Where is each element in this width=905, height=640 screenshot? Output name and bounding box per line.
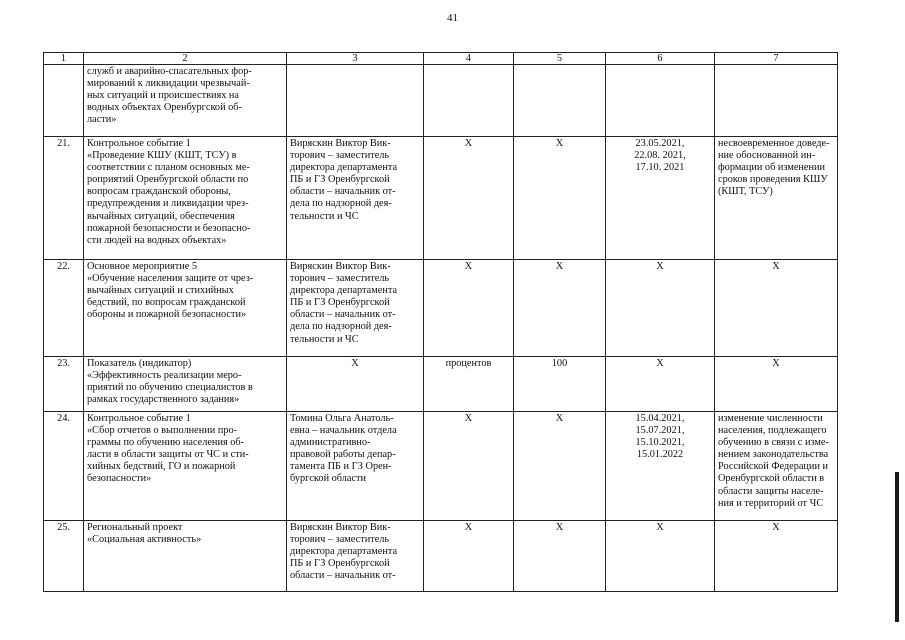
header-cell: 3 <box>287 53 424 65</box>
header-cell: 2 <box>84 53 287 65</box>
cell-risk <box>715 65 838 137</box>
row-number: 24. <box>44 412 84 521</box>
page-number: 41 <box>447 12 458 24</box>
header-cell: 7 <box>715 53 838 65</box>
cell-col4 <box>424 65 514 137</box>
header-cell: 6 <box>606 53 715 65</box>
responsible-person: X <box>287 357 424 412</box>
header-cell: 4 <box>424 53 514 65</box>
measure-description: служб и аварийно-спасательных фор- мирований к ликвидации чрезвычай- ных ситуаций и происшествиях на водных объектах Оренбургской об- ласти» <box>84 65 287 137</box>
cell-unit: процентов <box>424 357 514 412</box>
row-number: 23. <box>44 357 84 412</box>
header-cell: 5 <box>514 53 606 65</box>
cell-col5: X <box>514 137 606 260</box>
responsible-person: Виряскин Виктор Вик- торович – заместитель директора департамента ПБ и ГЗ Оренбургской области – начальник от- <box>287 521 424 592</box>
cell-risk: X <box>715 521 838 592</box>
measure-description: Показатель (индикатор) «Эффективность реализации меро- приятий по обучению специалистов в рамках государственного задания» <box>84 357 287 412</box>
cell-dates: X <box>606 357 715 412</box>
cell-col5: X <box>514 260 606 357</box>
cell-dates: 23.05.2021, 22.08. 2021, 17.10. 2021 <box>606 137 715 260</box>
responsible-person: Виряскин Виктор Вик- торович – заместитель директора департамента ПБ и ГЗ Оренбургской области – начальник от- дела по надзорной дея- тельности и ЧС <box>287 260 424 357</box>
table-row <box>44 521 838 592</box>
cell-col5 <box>514 65 606 137</box>
cell-risk: X <box>715 357 838 412</box>
measure-description: Основное мероприятие 5 «Обучение населения защите от чрез- вычайных ситуаций и стихийных бедствий, по вопросам гражданской обороны и пожарной безопасности» <box>84 260 287 357</box>
row-number: 21. <box>44 137 84 260</box>
cell-risk: несвоевременное доведе- ние обоснованной ин- формации об изменении сроков проведения КШУ (КШТ, ТСУ) <box>715 137 838 260</box>
responsible-person: Томина Ольга Анатоль- евна – начальник отдела административно- правовой работы депар- тамента ПБ и ГЗ Орен- бургской области <box>287 412 424 521</box>
cell-col4: X <box>424 412 514 521</box>
responsible-person: Виряскин Виктор Вик- торович – заместитель директора департамента ПБ и ГЗ Оренбургской области – начальник от- дела по надзорной дея- тельности и ЧС <box>287 137 424 260</box>
table-row <box>44 65 838 137</box>
responsible-person <box>287 65 424 137</box>
table-row <box>44 260 838 357</box>
measure-description: Контрольное событие 1 «Сбор отчетов о выполнении про- граммы по обучению населения об- ласти в области защиты от ЧС и сти- хийных бедствий, ГО и пожарной безопасности» <box>84 412 287 521</box>
cell-col5: X <box>514 521 606 592</box>
measure-description: Региональный проект «Социальная активность» <box>84 521 287 592</box>
cell-col4: X <box>424 260 514 357</box>
cell-dates: X <box>606 260 715 357</box>
cell-dates: X <box>606 521 715 592</box>
measure-description: Контрольное событие 1 «Проведение КШУ (КШТ, ТСУ) в соответствии с планом основных ме- роприятий Оренбургской области по вопросам гражданской обороны, предупреждения и ликвидации чрез- вычайных ситуаций, обеспечения пожарной безопасности и безопасно- сти людей на водных объектах» <box>84 137 287 260</box>
table-row <box>44 357 838 412</box>
scan-edge-mark <box>895 472 899 622</box>
cell-risk: изменение численности населения, подлежащего обучению в связи с изме- нением законодательства Российской Федерации и Оренбургской области в области защиты населе- ния и территорий от ЧС <box>715 412 838 521</box>
cell-risk: X <box>715 260 838 357</box>
cell-dates <box>606 65 715 137</box>
header-cell: 1 <box>44 53 84 65</box>
table-row <box>44 137 838 260</box>
cell-dates: 15.04.2021, 15.07.2021, 15.10.2021, 15.01.2022 <box>606 412 715 521</box>
table-row <box>44 412 838 521</box>
cell-col5: X <box>514 412 606 521</box>
table-header-row <box>44 53 838 65</box>
row-number: 22. <box>44 260 84 357</box>
cell-col4: X <box>424 521 514 592</box>
row-number <box>44 65 84 137</box>
cell-value: 100 <box>514 357 606 412</box>
row-number: 25. <box>44 521 84 592</box>
program-table <box>43 52 838 592</box>
cell-col4: X <box>424 137 514 260</box>
